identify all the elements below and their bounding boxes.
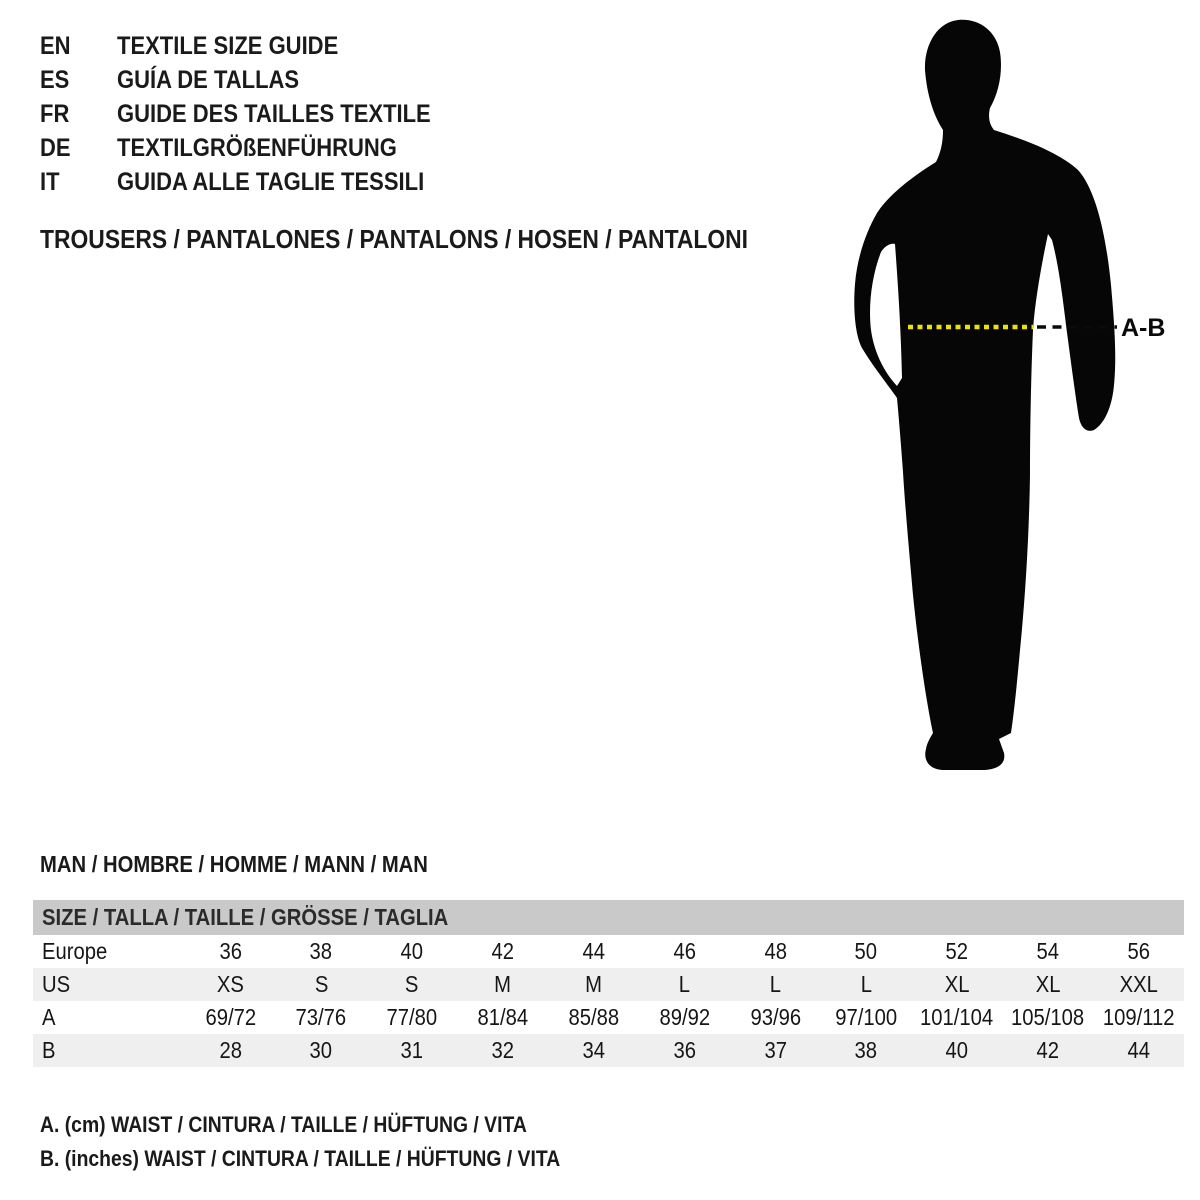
size-cell: S: [314, 971, 328, 997]
size-cell: 34: [582, 1037, 605, 1063]
size-cell: 54: [1036, 938, 1060, 964]
lang-code: IT: [40, 167, 60, 196]
row-label: A: [42, 1004, 56, 1030]
lang-row-es: [40, 63, 474, 97]
size-cell: 48: [764, 938, 787, 964]
size-cell: 109/112: [1102, 1004, 1175, 1030]
man-silhouette: [854, 20, 1115, 770]
lang-code: ES: [40, 65, 70, 94]
table-row-us: [33, 968, 1184, 1001]
size-cell: 89/92: [659, 1004, 710, 1030]
size-cell: 42: [1036, 1037, 1060, 1063]
size-cell: 40: [945, 1037, 969, 1063]
size-cell: L: [769, 971, 781, 997]
lang-label: GUÍA DE TALLAS: [117, 65, 300, 94]
size-cell: 37: [764, 1037, 787, 1063]
size-cell: XXL: [1119, 971, 1158, 997]
lang-label: TEXTILGRÖßENFÜHRUNG: [117, 133, 397, 162]
lang-label: GUIDE DES TAILLES TEXTILE: [117, 99, 431, 128]
size-cell: 69/72: [205, 1004, 256, 1030]
size-cell: 105/108: [1011, 1004, 1085, 1030]
lang-label: TEXTILE SIZE GUIDE: [117, 31, 339, 60]
size-cell: 93/96: [749, 1004, 801, 1030]
lang-row-de: [40, 131, 474, 165]
category-heading: TROUSERS / PANTALONES / PANTALONS / HOSEN / PANTALONI: [40, 224, 749, 254]
size-cell: 44: [582, 938, 605, 964]
size-cell: 81/84: [477, 1004, 529, 1030]
table-row-a-cm: [33, 1001, 1184, 1034]
size-cell: 44: [1127, 1037, 1150, 1063]
lang-row-fr: [40, 97, 474, 131]
size-cell: 52: [945, 938, 969, 964]
row-label: B: [42, 1037, 56, 1063]
row-label: US: [42, 971, 71, 997]
lang-code: EN: [40, 31, 71, 60]
size-cell: 97/100: [835, 1004, 898, 1030]
size-cell: M: [585, 971, 603, 997]
lang-row-it: [40, 165, 474, 199]
lang-row-en: [40, 29, 474, 63]
size-cell: 38: [854, 1037, 878, 1063]
lang-code: FR: [40, 99, 70, 128]
size-cell: 56: [1127, 938, 1150, 964]
size-cell: XS: [216, 971, 244, 997]
size-cell: XL: [1035, 971, 1061, 997]
man-silhouette-figure: [850, 15, 1170, 775]
size-cell: 38: [309, 938, 333, 964]
size-cell: 31: [400, 1037, 424, 1063]
size-cell: 36: [219, 938, 242, 964]
table-row-europe: [33, 935, 1184, 968]
size-cell: 28: [219, 1037, 242, 1063]
size-cell: 101/104: [920, 1004, 994, 1030]
size-cell: 32: [491, 1037, 515, 1063]
lang-code: DE: [40, 133, 71, 162]
footnote-b: B. (inches) WAIST / CINTURA / TAILLE / HÜFTUNG / VITA: [40, 1146, 561, 1171]
size-cell: 36: [673, 1037, 696, 1063]
size-cell: 46: [673, 938, 696, 964]
size-cell: 42: [491, 938, 515, 964]
size-cell: XL: [944, 971, 970, 997]
size-cell: 40: [400, 938, 424, 964]
size-cell: 50: [854, 938, 878, 964]
measurement-label: A-B: [1121, 314, 1166, 342]
section-heading: MAN / HOMBRE / HOMME / MANN / MAN: [40, 851, 428, 877]
size-cell: M: [494, 971, 512, 997]
size-cell: L: [678, 971, 691, 997]
size-cell: 77/80: [386, 1004, 438, 1030]
size-cell: 30: [309, 1037, 333, 1063]
size-cell: L: [860, 971, 872, 997]
size-table: [33, 900, 1184, 1067]
size-cell: 85/88: [568, 1004, 619, 1030]
footnote-a: A. (cm) WAIST / CINTURA / TAILLE / HÜFTUNG / VITA: [40, 1112, 527, 1137]
row-label: Europe: [42, 938, 108, 964]
language-guide: [40, 29, 474, 199]
lang-label: GUIDA ALLE TAGLIE TESSILI: [117, 167, 425, 196]
size-cell: S: [405, 971, 419, 997]
table-row-b-inches: [33, 1034, 1184, 1067]
size-table-header: SIZE / TALLA / TAILLE / GRÖSSE / TAGLIA: [33, 900, 1184, 935]
size-cell: 73/76: [295, 1004, 347, 1030]
